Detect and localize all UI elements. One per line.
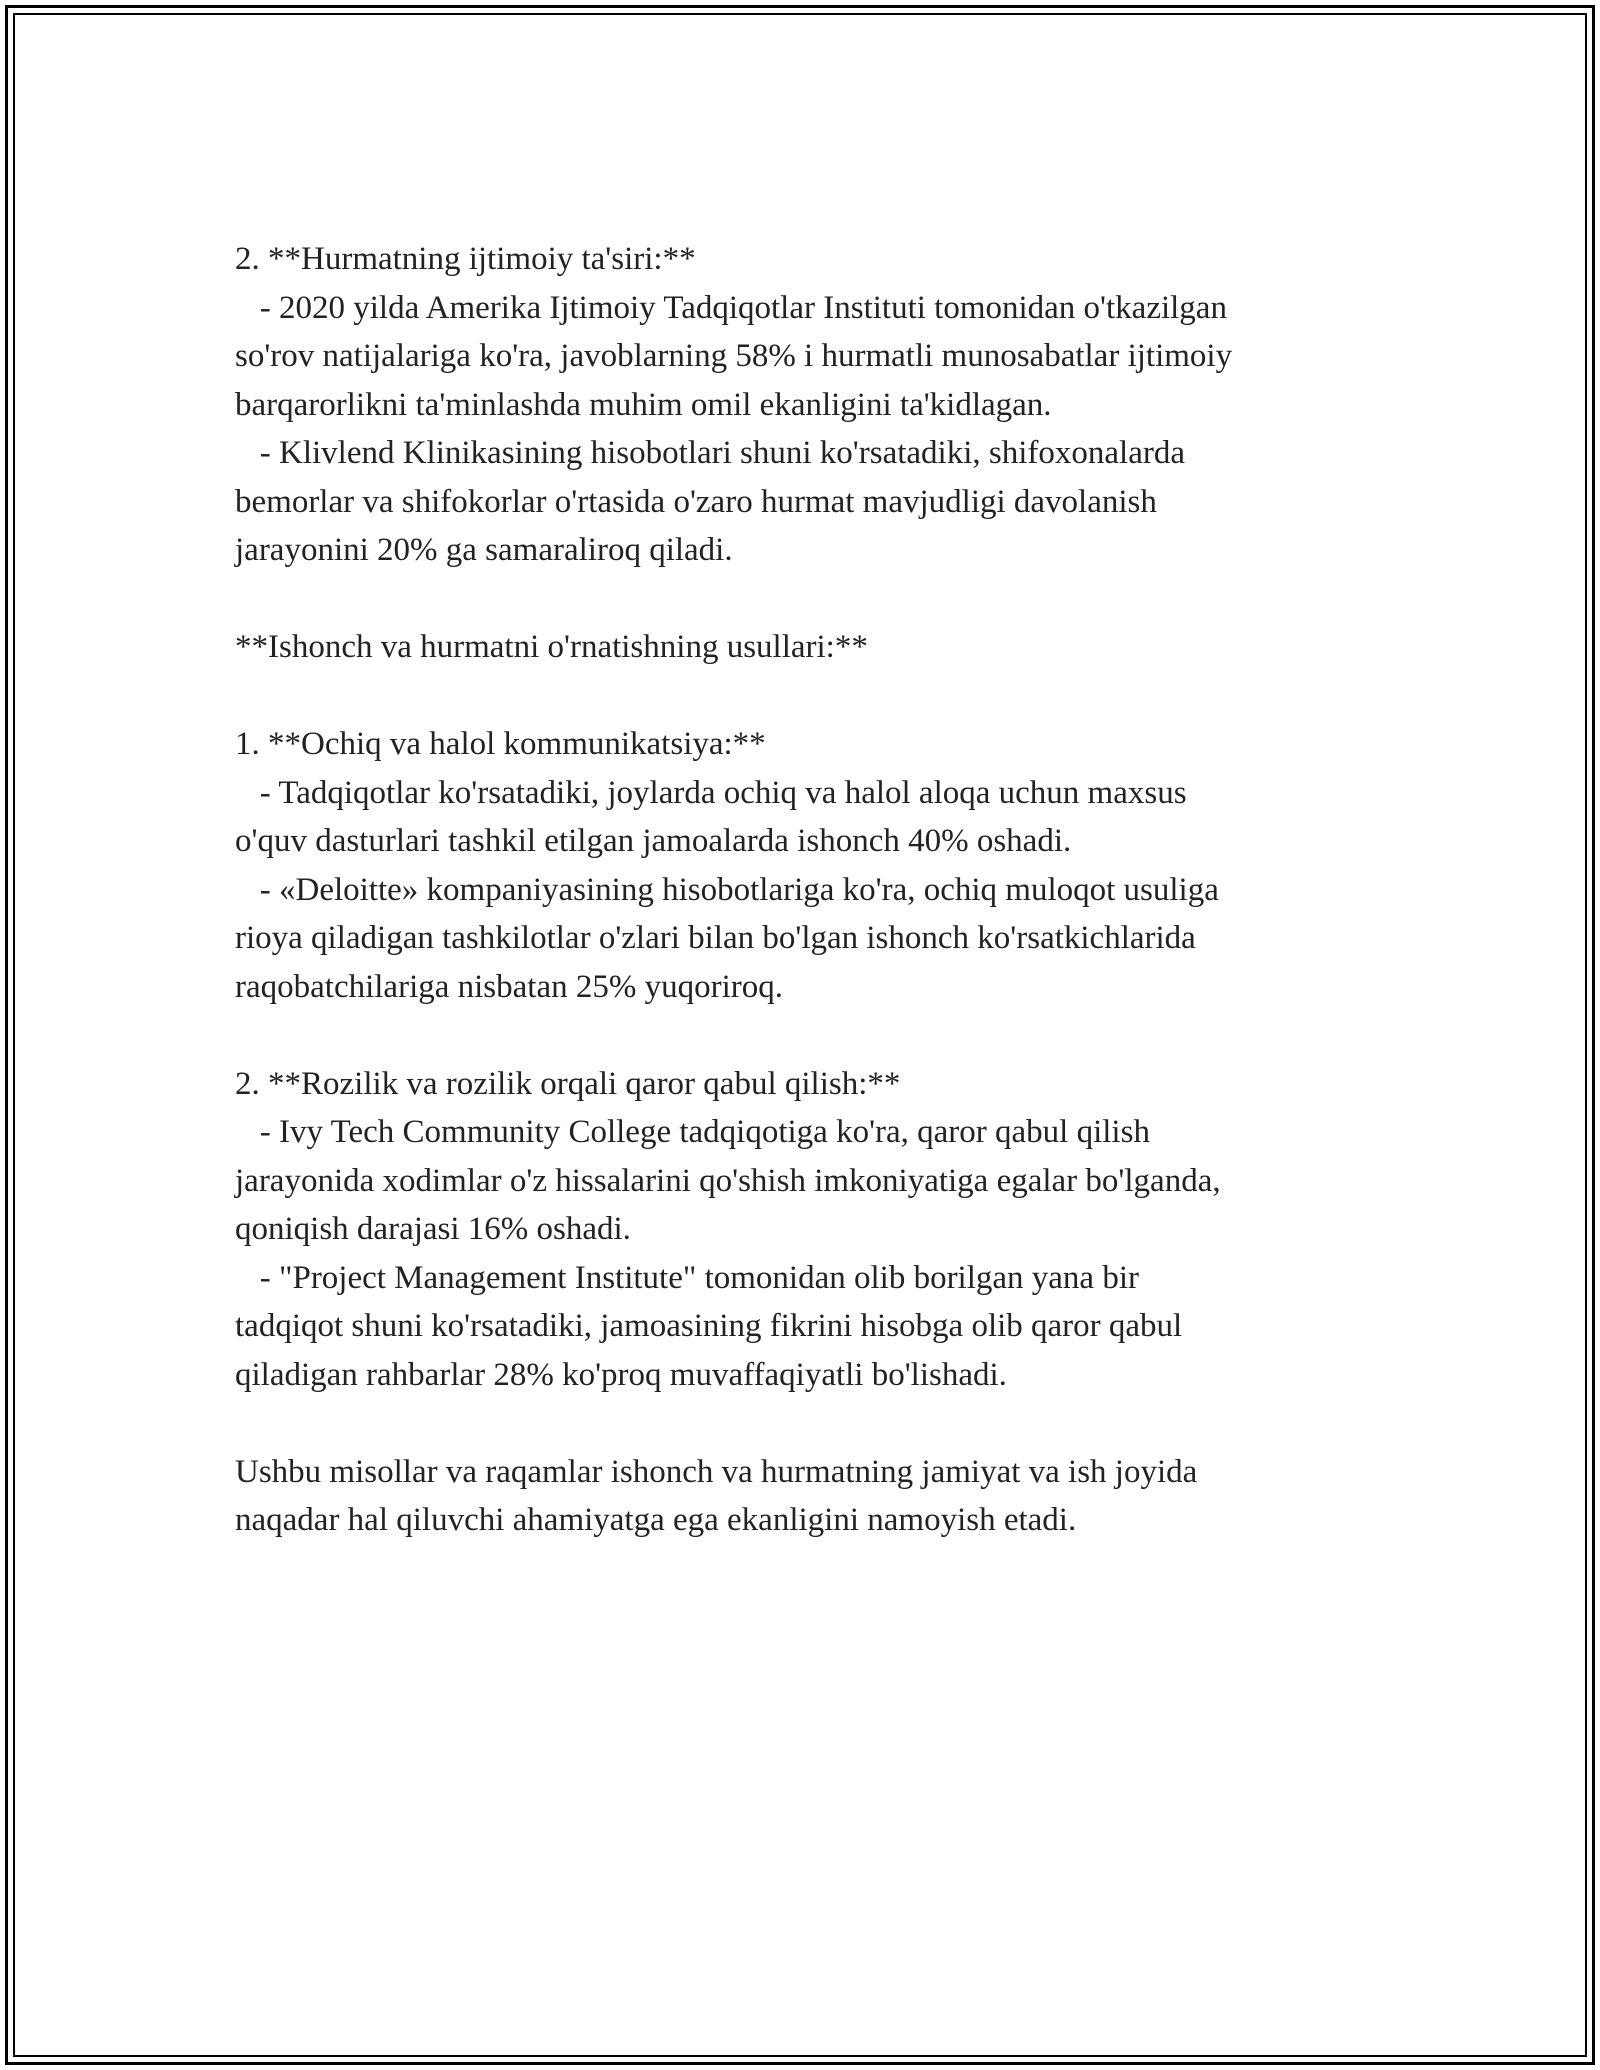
bullet-communication-deloitte: - «Deloitte» kompaniyasining hisobotlariga ko'ra, ochiq muloqot usuliga rioya qiladigan tashkilotlar o'zlari bilan bo'lgan ishonch ko'rsatkichlarida raqobatchilariga nisbatan 25% yuqoriroq.	[235, 871, 1219, 1005]
methods-heading: **Ishonch va hurmatni o'rnatishning usullari:**	[235, 629, 868, 665]
spacer	[235, 1399, 1395, 1448]
section-heading-consent: 2. **Rozilik va rozilik orqali qaror qabul qilish:**	[235, 1065, 901, 1102]
bullet-communication-research: - Tadqiqotlar ko'rsatadiki, joylarda ochiq va halol aloqa uchun maxsus o'quv dasturlari tashkil etilgan jamoalarda ishonch 40% oshadi.	[235, 774, 1187, 859]
bullet-respect-clinic: - Klivlend Klinikasining hisobotlari shuni ko'rsatadiki, shifoxonalarda bemorlar va shifokorlar o'rtasida o'zaro hurmat mavjudligi davolanish jarayonini 20% ga samaraliroq qiladi.	[235, 435, 1185, 568]
document-body	[235, 235, 1395, 1545]
spacer	[235, 575, 1395, 624]
bullet-consent-pmi: - "Project Management Institute" tomonidan olib borilgan yana bir tadqiqot shuni ko'rsatadiki, jamoasining fikrini hisobga olib qaror qabul qiladigan rahbarlar 28% ko'proq muvaffaqiyatli bo'lishadi.	[235, 1259, 1183, 1393]
conclusion-paragraph: Ushbu misollar va raqamlar ishonch va hurmatning jamiyat va ish joyida naqadar hal qiluvchi ahamiyatga ega ekanligini namoyish etadi.	[235, 1453, 1198, 1538]
bullet-consent-ivytech: - Ivy Tech Community College tadqiqotiga ko'ra, qaror qabul qilish jarayonida xodimlar o'z hissalarini qo'shish imkoniyatiga egalar bo'lganda, qoniqish darajasi 16% oshadi.	[235, 1114, 1221, 1247]
section-heading-respect: 2. **Hurmatning ijtimoiy ta'siri:**	[235, 241, 696, 277]
section-heading-communication: 1. **Ochiq va halol kommunikatsiya:**	[235, 726, 766, 762]
spacer	[235, 1011, 1395, 1060]
bullet-respect-survey: - 2020 yilda Amerika Ijtimoiy Tadqiqotlar Instituti tomonidan o'tkazilgan so'rov natijalariga ko'ra, javoblarning 58% i hurmatli munosabatlar ijtimoiy barqarorlikni ta'minlashda muhim omil ekanligini ta'kidlagan.	[235, 289, 1233, 423]
spacer	[235, 672, 1395, 721]
